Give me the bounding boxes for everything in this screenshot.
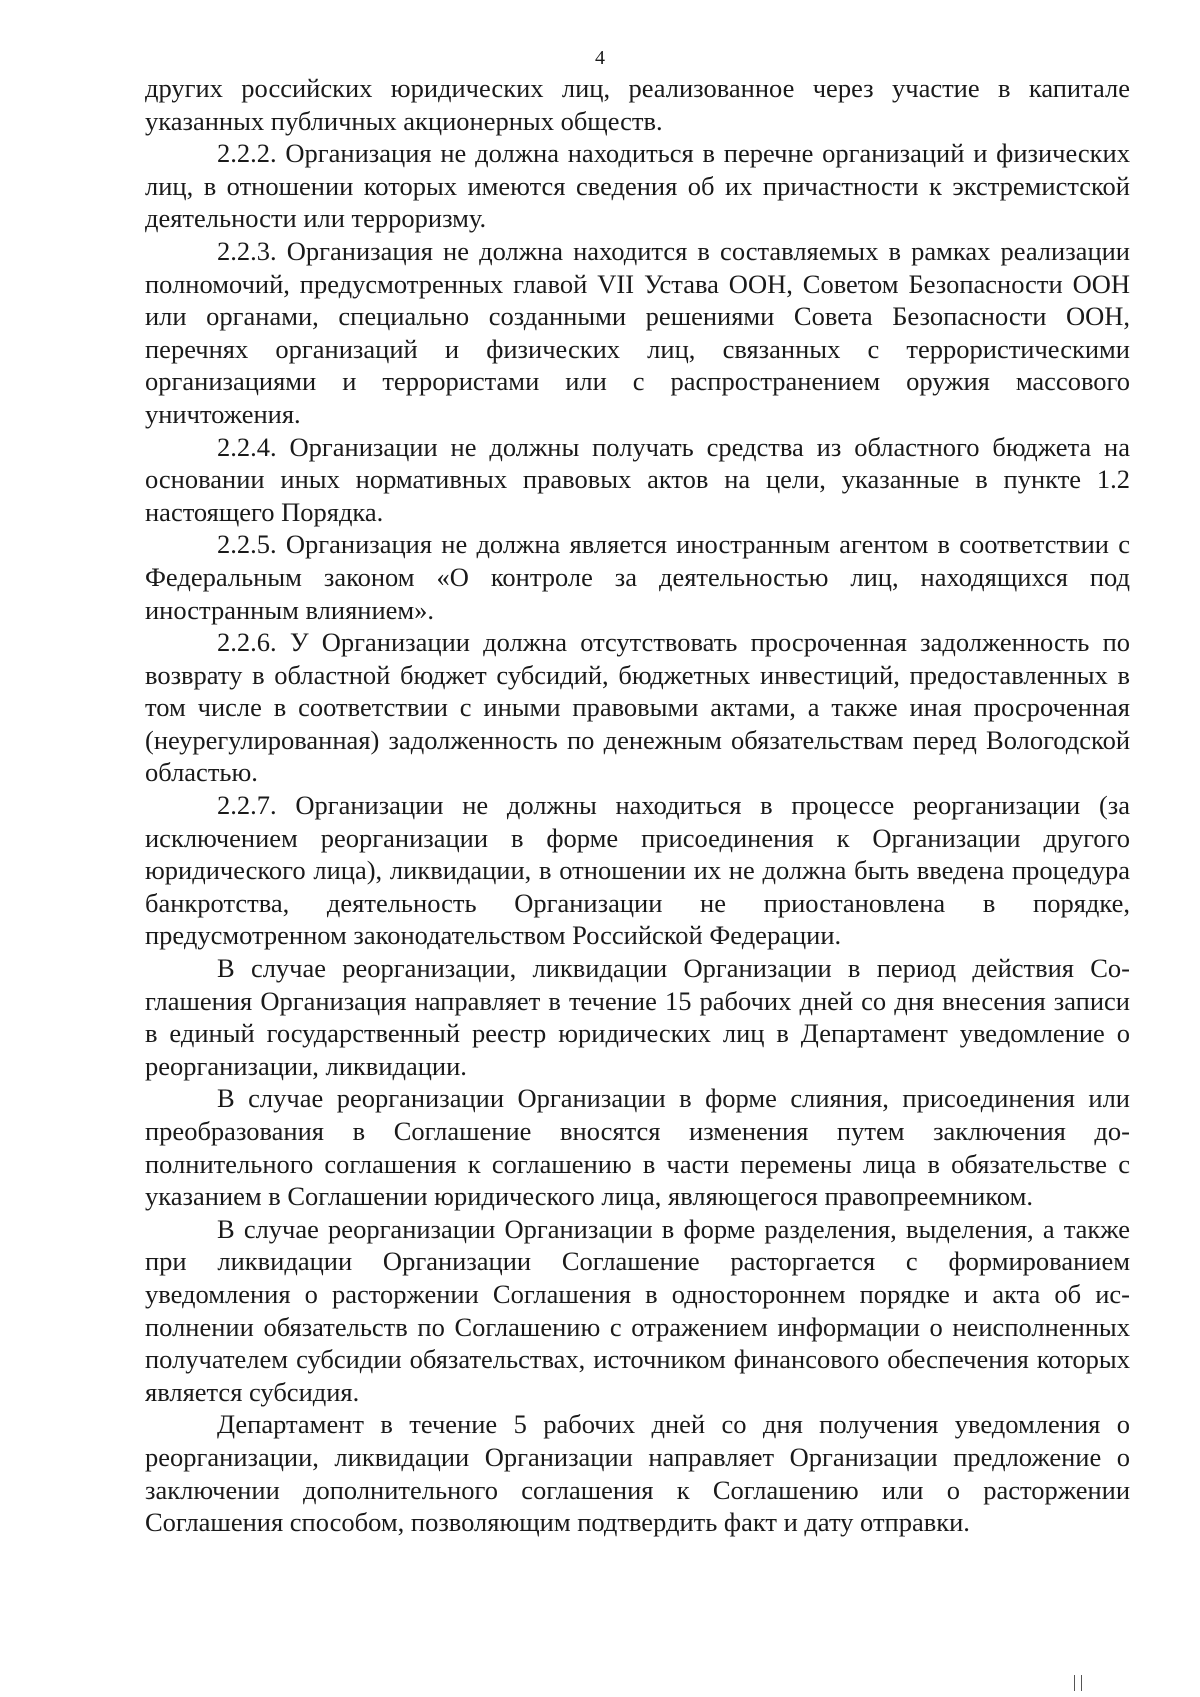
page-number: 4 — [595, 47, 605, 69]
document-body — [145, 72, 1130, 1539]
paragraph-continuation: других российских юридических лиц, реализованное через участие в капитале указанных публичных акционерных обществ. — [145, 73, 1130, 136]
paragraph-2-2-6: 2.2.6. У Организации должна отсутствовать просроченная задолженность по возврату в областной бюджет субсидий, бюджетных инвестиций, предоставленных в том числе в соответствии с иными правовыми актами, а также иная просроченная (неурегулированная) задолженность по денежным обязательствам перед Вологодской областью. — [145, 627, 1130, 788]
paragraph-reorganization-notice: В случае реорганизации, ликвидации Организации в период действия Соглашения Организация направляет в течение 15 рабочих дней со дня внесения записи в единый государственный реестр юридических лиц в Департамент уведомление о реорганизации, ликвидации. — [145, 953, 1130, 1081]
paragraph-department-proposal: Департамент в течение 5 рабочих дней со дня получения уведомления о реорганизации, ликвидации Организации направляет Организации предложение о заключении дополнительного соглашения к Соглашению или о расторжении Соглашения способом, позволяющим подтвердить факт и дату отправки. — [145, 1409, 1130, 1538]
paragraph-division-termination: В случае реорганизации Организации в форме разделения, выделения, а также при ликвидации Организации Соглашение расторгается с формированием уведомления о расторжении Соглашения в одностороннем порядке и акта об исполнении обязательств по Соглашению с отражением информации о неисполненных получателем субсидии обязательствах, источником финансового обеспечения которых является субсидия. — [145, 1213, 1130, 1407]
paragraph-2-2-7: 2.2.7. Организации не должны находиться в процессе реорганизации (за исключением реорганизации в форме присоединения к Организации другого юридического лица), ликвидации, в отношении их не должна быть введена процедура банкротства, деятельность Организации не приостановлена в порядке, предусмотренном законодательством Российской Федерации. — [145, 790, 1130, 951]
paragraph-2-2-4: 2.2.4. Организации не должны получать средства из областного бюджета на основании иных нормативных правовых актов на цели, указанные в пункте 1.2 настоящего Порядка. — [145, 431, 1130, 527]
paragraph-2-2-2: 2.2.2. Организация не должна находиться в перечне организаций и физических лиц, в отношении которых имеются сведения об их причастности к экстремистской деятельности или терроризму. — [145, 138, 1130, 234]
paragraph-merger-amendment: В случае реорганизации Организации в форме слияния, присоединения или преобразования в Соглашение вносятся изменения путем заключения дополнительного соглашения к соглашению в части перемены лица в обязательстве с указанием в Соглашении юридического лица, являющегося правопреемником. — [145, 1083, 1130, 1212]
paragraph-2-2-3: 2.2.3. Организация не должна находится в составляемых в рамках реализации полномочий, предусмотренных главой VII Устава ООН, Советом Безопасности ООН или органами, специально созданными решениями Совета Безопасности ООН, перечнях организаций и физических лиц, связанных с террористическими организациями и террористами или с распространением оружия массового уничтожения. — [145, 235, 1130, 429]
scan-artifact-mark — [1074, 1675, 1082, 1691]
paragraph-2-2-5: 2.2.5. Организация не должна является иностранным агентом в соответствии с Федеральным законом «О контроле за деятельностью лиц, находящихся под иностранным влиянием». — [145, 529, 1130, 625]
